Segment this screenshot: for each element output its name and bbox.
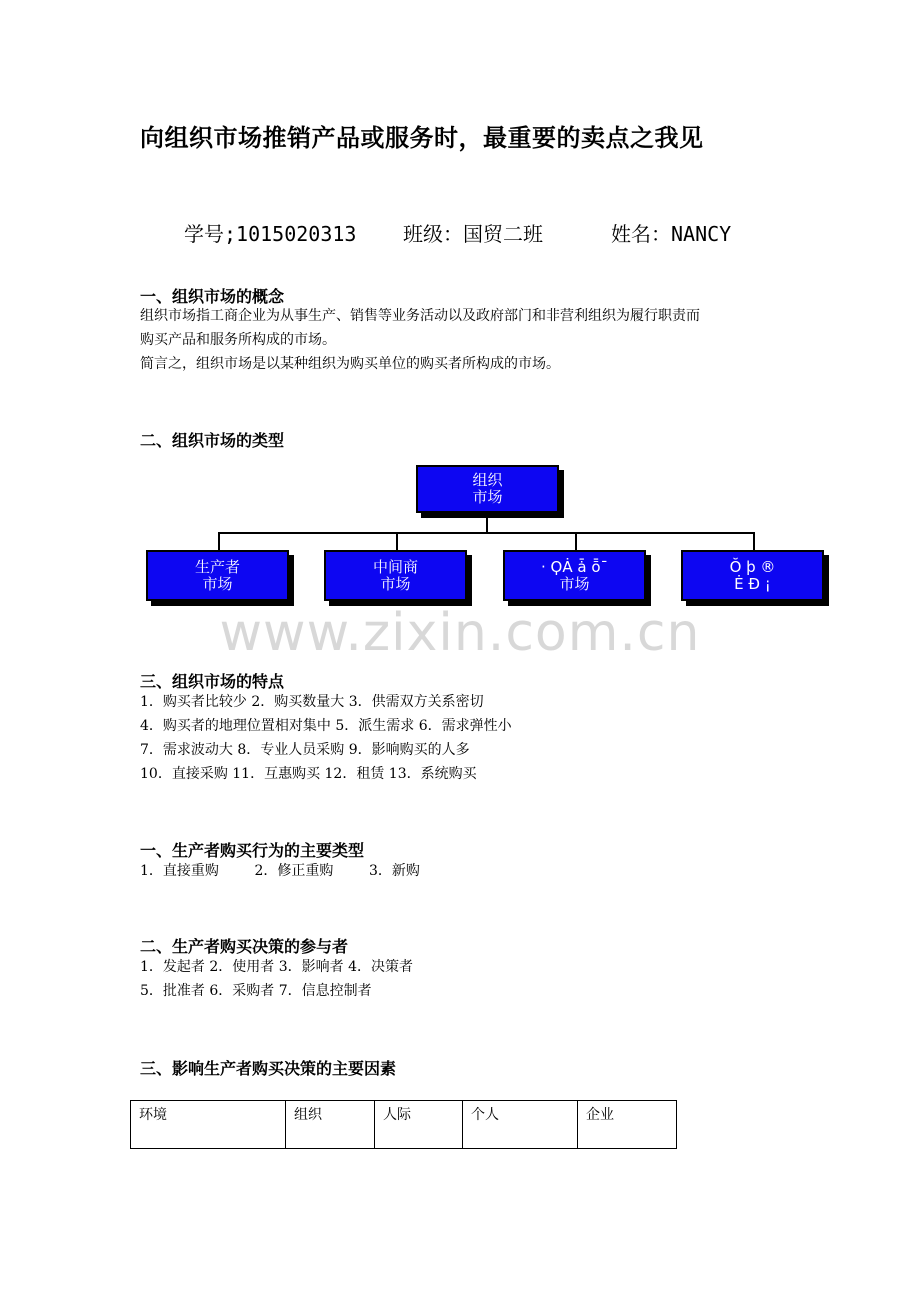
table-row: [131, 1101, 677, 1149]
connector-line: [396, 532, 398, 551]
node-label: Ŏ þ ®: [729, 557, 776, 576]
features-list: [140, 690, 512, 786]
org-chart-node-garbled-2: [681, 550, 824, 601]
node-label: 市场: [202, 574, 233, 593]
student-class: 班级：国贸二班: [403, 222, 543, 246]
connector-line: [575, 532, 577, 551]
concept-line: 简言之，组织市场是以某种组织为购买单位的购买者所构成的市场。: [140, 356, 560, 372]
node-label: 市场: [472, 488, 503, 506]
table-cell: 组织: [286, 1101, 375, 1149]
node-label: 市场: [559, 574, 590, 593]
participants-line: 5．批准者 6．采购者 7．信息控制者: [140, 983, 372, 999]
section-heading-participants: 二、生产者购买决策的参与者: [140, 937, 349, 956]
features-line: 1．购买者比较少 2．购买数量大 3．供需双方关系密切: [140, 694, 484, 710]
factors-table: [130, 1100, 677, 1149]
participants-line: 1．发起者 2．使用者 3．影响者 4．决策者: [140, 959, 413, 975]
table-cell: 个人: [463, 1101, 578, 1149]
org-chart-node-producer: [146, 550, 289, 601]
table-cell: 环境: [131, 1101, 286, 1149]
node-label: 市场: [380, 574, 411, 593]
connector-line: [753, 532, 755, 551]
section-heading-features: 三、组织市场的特点: [140, 672, 285, 691]
student-name: 姓名：NANCY: [611, 222, 732, 246]
node-label: 生产者: [194, 557, 240, 576]
table-cell: 企业: [578, 1101, 677, 1149]
section-heading-types: 二、组织市场的类型: [140, 431, 285, 450]
features-line: 4．购买者的地理位置相对集中 5．派生需求 6．需求弹性小: [140, 718, 512, 734]
participants-list: [140, 955, 413, 1003]
features-line: 7．需求波动大 8．专业人员采购 9．影响购买的人多: [140, 742, 470, 758]
org-chart-root-node: [416, 465, 559, 513]
connector-line: [218, 532, 755, 534]
connector-line: [218, 532, 220, 551]
concept-line: 组织市场指工商企业为从事生产、销售等业务活动以及政府部门和非营利组织为履行职责而: [140, 308, 700, 324]
document-title: 向组织市场推销产品或服务时，最重要的卖点之我见: [140, 124, 704, 152]
section-heading-concept: 一、组织市场的概念: [140, 287, 285, 306]
table-cell: 人际: [375, 1101, 463, 1149]
watermark: www.zixin.com.cn: [219, 603, 701, 663]
section-heading-buying-types: 一、生产者购买行为的主要类型: [140, 841, 365, 860]
section-heading-factors: 三、影响生产者购买决策的主要因素: [140, 1059, 397, 1078]
org-chart-node-intermediary: [324, 550, 467, 601]
node-label: Ė Đ ¡: [734, 574, 771, 593]
buying-types-line: 1．直接重购 2．修正重购 3．新购: [140, 863, 420, 879]
connector-line: [486, 513, 488, 533]
concept-line: 购买产品和服务所构成的市场。: [140, 332, 336, 348]
node-label: 组织: [472, 471, 503, 489]
concept-paragraph: [140, 304, 700, 376]
student-id: 学号;1015020313: [184, 222, 357, 246]
features-line: 10．直接采购 11．互惠购买 12．租赁 13．系统购买: [140, 766, 477, 782]
org-chart-node-garbled: [503, 550, 646, 601]
node-label: 中间商: [372, 557, 418, 576]
node-label: · ϘȦ ǡ ȭ¯: [540, 557, 608, 576]
